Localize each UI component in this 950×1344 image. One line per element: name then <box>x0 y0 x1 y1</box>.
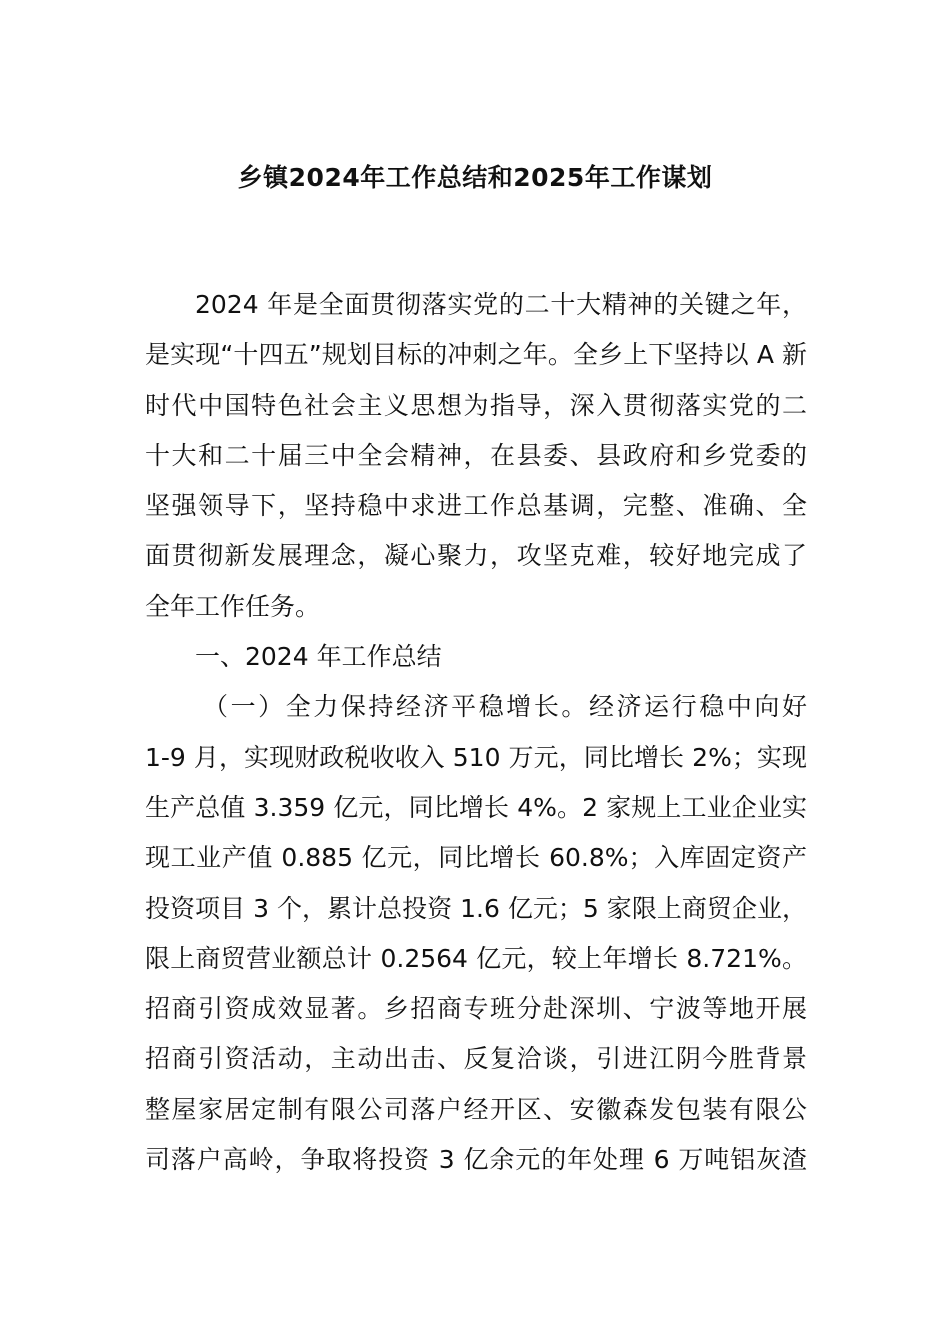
paragraph-line: 司落户高岭，争取将投资 3 亿余元的年处理 6 万吨铝灰渣 <box>145 1145 807 1175</box>
section-heading: 一、2024 年工作总结 <box>195 642 442 672</box>
paragraph-line: 坚强领导下，坚持稳中求进工作总基调，完整、准确、全 <box>145 491 807 521</box>
paragraph-line: 1-9 月，实现财政税收收入 510 万元，同比增长 2%；实现 <box>145 742 807 772</box>
paragraph-line: 全年工作任务。 <box>145 591 321 621</box>
paragraph-line: 整屋家居定制有限公司落户经开区、安徽森发包装有限公 <box>145 1094 807 1124</box>
paragraph-line: 生产总值 3.359 亿元，同比增长 4%。2 家规上工业企业实 <box>145 792 807 822</box>
paragraph-line: 限上商贸营业额总计 0.2564 亿元，较上年增长 8.721%。 <box>145 943 807 973</box>
document-body <box>145 280 807 1185</box>
document-title: 乡镇2024年工作总结和2025年工作谋划 <box>237 163 713 192</box>
paragraph-line: 面贯彻新发展理念，凝心聚力，攻坚克难，较好地完成了 <box>145 541 807 571</box>
paragraph-line: 招商引资活动，主动出击、反复洽谈，引进江阴今胜背景 <box>145 1044 807 1074</box>
paragraph-line: 现工业产值 0.885 亿元，同比增长 60.8%；入库固定资产 <box>145 843 807 873</box>
paragraph-line: 招商引资成效显著。乡招商专班分赴深圳、宁波等地开展 <box>145 994 807 1024</box>
subsection-heading-line: （一）全力保持经济平稳增长。经济运行稳中向好 <box>203 692 807 722</box>
paragraph-line: 2024 年是全面贯彻落实党的二十大精神的关键之年， <box>195 290 807 319</box>
paragraph-line: 十大和二十届三中全会精神，在县委、县政府和乡党委的 <box>145 440 807 470</box>
paragraph-line: 是实现“十四五”规划目标的冲刺之年。全乡上下坚持以 A 新 <box>145 340 807 370</box>
paragraph-line: 时代中国特色社会主义思想为指导，深入贯彻落实党的二 <box>145 390 807 420</box>
paragraph-line: 投资项目 3 个，累计总投资 1.6 亿元；5 家限上商贸企业， <box>145 893 807 923</box>
